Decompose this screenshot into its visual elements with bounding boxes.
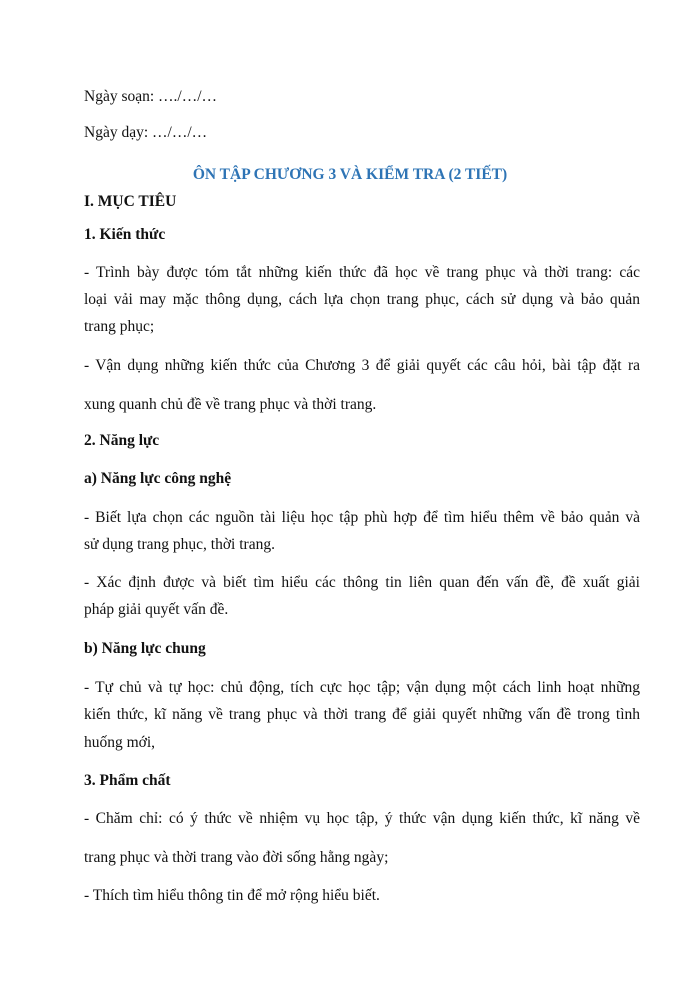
- knowledge-item-1-line-1: - Trình bày được tóm tắt những kiến thức đã học về trang phục và thời trang: các: [84, 264, 640, 281]
- knowledge-item-1-line-2: loại vải may mặc thông dụng, cách lựa chọn trang phục, cách sử dụng và bảo quản: [84, 291, 640, 308]
- general-item-1-line-2: kiến thức, kĩ năng về trang phục và thời trang để giải quyết những vấn đề trong tình: [84, 706, 640, 723]
- knowledge-item-2-line-2: xung quanh chủ đề về trang phục và thời trang.: [84, 396, 377, 413]
- general-item-1-line-3: huống mới,: [84, 734, 156, 751]
- heading-knowledge: 1. Kiến thức: [84, 226, 166, 243]
- heading-tech-competence: a) Năng lực công nghệ: [84, 470, 232, 487]
- prep-date: Ngày soạn: …./…/…: [84, 88, 218, 105]
- teach-date: Ngày dạy: …/…/…: [84, 124, 208, 141]
- heading-general-competence: b) Năng lực chung: [84, 640, 206, 657]
- qualities-item-1-line-2: trang phục và thời trang vào đời sống hằng ngày;: [84, 849, 389, 866]
- tech-item-2-line-2: pháp giải quyết vấn đề.: [84, 601, 229, 618]
- qualities-item-2-line-1: - Thích tìm hiểu thông tin để mở rộng hiểu biết.: [84, 887, 380, 904]
- tech-item-2-line-1: - Xác định được và biết tìm hiểu các thông tin liên quan đến vấn đề, đề xuất giải: [84, 574, 640, 591]
- tech-item-1-line-2: sử dụng trang phục, thời trang.: [84, 536, 275, 553]
- knowledge-item-1-line-3: trang phục;: [84, 318, 155, 335]
- lesson-title: ÔN TẬP CHƯƠNG 3 VÀ KIỂM TRA (2 TIẾT): [192, 166, 508, 183]
- general-item-1-line-1: - Tự chủ và tự học: chủ động, tích cực học tập; vận dụng một cách linh hoạt những: [84, 679, 640, 696]
- section-heading-objectives: I. MỤC TIÊU: [84, 193, 177, 210]
- heading-qualities: 3. Phẩm chất: [84, 772, 171, 789]
- tech-item-1-line-1: - Biết lựa chọn các nguồn tài liệu học tập phù hợp để tìm hiểu thêm về bảo quản và: [84, 509, 640, 526]
- knowledge-item-2-line-1: - Vận dụng những kiến thức của Chương 3 để giải quyết các câu hỏi, bài tập đặt ra: [84, 357, 640, 374]
- qualities-item-1-line-1: - Chăm chỉ: có ý thức về nhiệm vụ học tập, ý thức vận dụng kiến thức, kĩ năng về: [84, 810, 640, 827]
- heading-competence: 2. Năng lực: [84, 432, 160, 449]
